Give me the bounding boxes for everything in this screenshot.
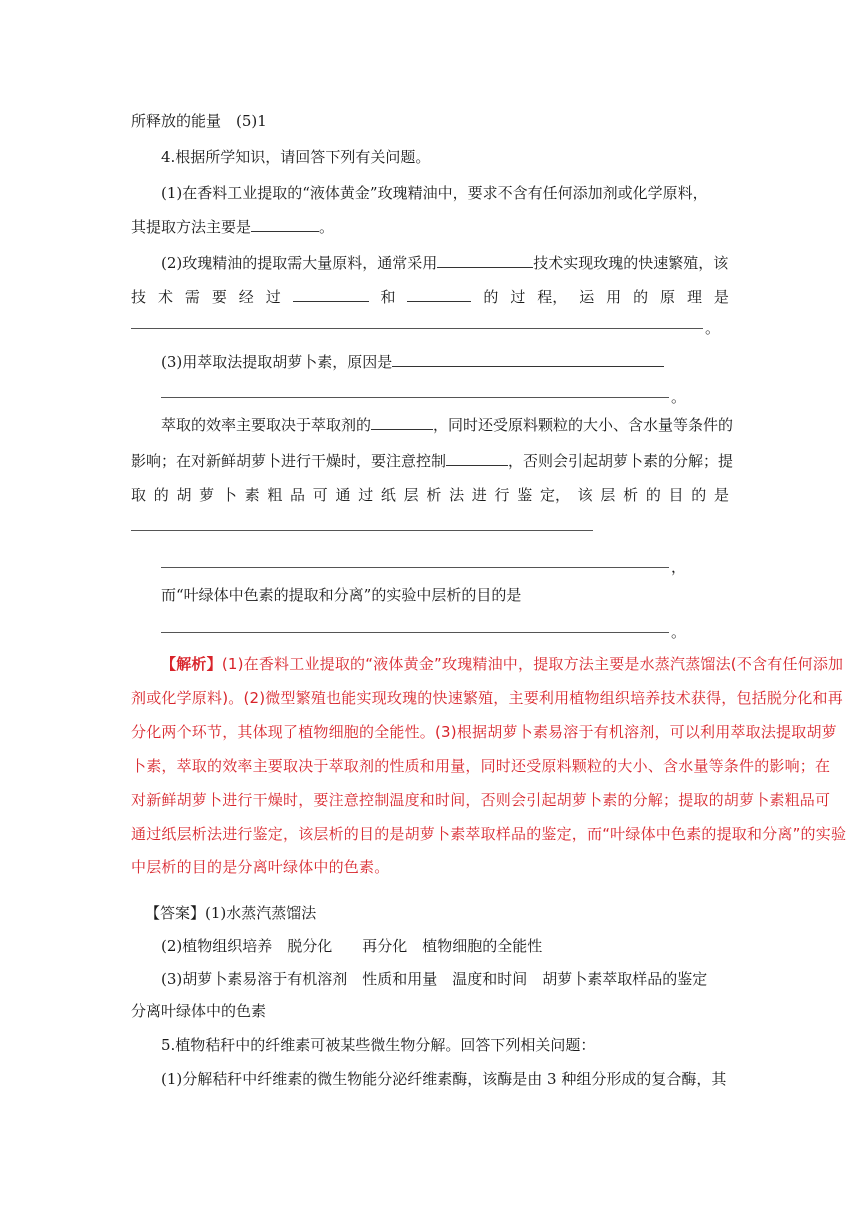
q4-part1-end: 。: [319, 218, 335, 236]
analysis-label: 【解析】: [161, 655, 222, 673]
answer-blank: [251, 217, 319, 232]
q4-part2-pre: (2)玫瑰精油的提取需大量原料，通常采用: [161, 254, 438, 272]
word: 要: [211, 288, 227, 306]
word: 行: [494, 486, 510, 504]
word: 层: [600, 486, 616, 504]
analysis-line-1: [161, 654, 843, 674]
word: 纸: [380, 486, 396, 504]
q4-part3-line1: [161, 352, 664, 372]
word: 的: [633, 288, 649, 306]
text: ，同时还受原料颗粒的大小、含水量等条件的: [433, 416, 734, 434]
q4-part3-end: 。: [671, 388, 687, 406]
q4-part2-line1: [161, 253, 728, 273]
word: 的: [691, 486, 707, 504]
word: 原: [660, 288, 676, 306]
word: 是: [713, 486, 729, 504]
answer-line-2: (2)植物组织培养 脱分化 再分化 植物细胞的全能性: [161, 937, 543, 955]
word: 的: [153, 486, 169, 504]
q4-part2-end: 。: [705, 319, 721, 337]
word: 素: [244, 486, 260, 504]
text: 影响；在对新鲜胡萝卜进行干燥时，要注意控制: [131, 452, 447, 470]
word: 通: [335, 486, 351, 504]
answer-line: [161, 397, 669, 398]
answer-blank: [407, 287, 471, 302]
analysis-line-5: 对新鲜胡萝卜进行干燥时，要注意控制温度和时间，否则会引起胡萝卜素的分解；提取的胡萝卜素粗品可: [131, 791, 831, 809]
word: 萝: [199, 486, 215, 504]
word: 进: [471, 486, 487, 504]
word: 需: [184, 288, 200, 306]
answer-blank: [437, 253, 533, 268]
answer-blank: [446, 451, 508, 466]
analysis-line-2: 剂或化学原料)。(2)微型繁殖也能实现玫瑰的快速繁殖，主要利用植物组织培养技术获得，包括脱分化和再: [131, 689, 843, 707]
word: 定，: [539, 486, 570, 504]
word: 胡: [176, 486, 192, 504]
q4-part1-line2: [131, 217, 334, 237]
q4-part2-post: 技术实现玫瑰的快速繁殖，该: [533, 254, 729, 272]
word: 程，: [537, 288, 568, 306]
word: 析: [623, 486, 639, 504]
analysis-line-3: 分化两个环节，其体现了植物细胞的全能性。(3)根据胡萝卜素易溶于有机溶剂，可以利用萃取法提取胡萝: [131, 723, 837, 741]
word: 法: [449, 486, 465, 504]
word: 是: [713, 288, 729, 306]
word: 层: [403, 486, 419, 504]
word: 和: [380, 288, 396, 306]
q5-part1-line1: (1)分解秸秆中纤维素的微生物能分泌纤维素酶，该酶是由 3 种组分形成的复合酶，其: [161, 1070, 727, 1088]
answer-line-1: 【答案】(1)水蒸汽蒸馏法: [145, 904, 317, 922]
word: 鉴: [517, 486, 533, 504]
word: 经: [238, 288, 254, 306]
q4-extract-end: ，: [671, 558, 687, 576]
text: ，否则会引起胡萝卜素的分解；提: [508, 452, 734, 470]
q4-part3-pre: (3)用萃取法提取胡萝卜素，原因是: [161, 353, 393, 371]
word: 该: [577, 486, 593, 504]
word: 用: [606, 288, 622, 306]
question-5-title: 5.植物秸秆中的纤维素可被某些微生物分解。回答下列相关问题：: [161, 1036, 596, 1054]
analysis-line-4: 卜素，萃取的效率主要取决于萃取剂的性质和用量，同时还受原料颗粒的大小、含水量等条件的影响；在: [131, 757, 831, 775]
analysis-line-6: 通过纸层析法进行鉴定，该层析的目的是胡萝卜素萃取样品的鉴定，而“叶绿体中色素的提取和分离”的实验: [131, 825, 847, 843]
word: 目: [668, 486, 684, 504]
word: 理: [686, 288, 702, 306]
word: 术: [157, 288, 173, 306]
analysis-line-7: 中层析的目的是分离叶绿体中的色素。: [131, 858, 390, 876]
answer-line: [131, 328, 703, 329]
line-prev-answer: 所释放的能量 (5)1: [131, 112, 267, 130]
q4-part2-line2: [131, 287, 729, 307]
analysis-text: (1)在香料工业提取的“液体黄金”玫瑰精油中，提取方法主要是水蒸汽蒸馏法(不含有任何添加: [221, 655, 844, 673]
word: 过: [265, 288, 281, 306]
q4-extract-line2: [131, 451, 733, 471]
q4-part5-end: 。: [671, 623, 687, 641]
answer-line-3: (3)胡萝卜素易溶于有机溶剂 性质和用量 温度和时间 胡萝卜素萃取样品的鉴定: [161, 970, 708, 988]
word: 可: [312, 486, 328, 504]
word: 取: [131, 486, 147, 504]
text: 萃取的效率主要取决于萃取剂的: [161, 416, 372, 434]
q4-extract-line1: [161, 415, 733, 435]
word: 卜: [221, 486, 237, 504]
word: 的: [645, 486, 661, 504]
word: 的: [483, 288, 499, 306]
word: 过: [510, 288, 526, 306]
answer-line: [161, 567, 669, 568]
answer-blank: [371, 415, 433, 430]
answer-line: [161, 632, 669, 633]
answer-blank: [392, 352, 664, 367]
q4-part5-line: 而“叶绿体中色素的提取和分离”的实验中层析的目的是: [161, 586, 522, 604]
word: 技: [131, 288, 147, 306]
answer-line: [131, 530, 593, 531]
word: 运: [579, 288, 595, 306]
q4-part1-line1: (1)在香料工业提取的“液体黄金”玫瑰精油中，要求不含有任何添加剂或化学原料，: [161, 184, 708, 202]
question-4-title: 4.根据所学知识，请回答下列有关问题。: [161, 148, 431, 166]
word: 品: [290, 486, 306, 504]
answer-line-4: 分离叶绿体中的色素: [131, 1002, 267, 1020]
word: 析: [426, 486, 442, 504]
q4-part1-text: 其提取方法主要是: [131, 218, 252, 236]
answer-blank: [293, 287, 369, 302]
word: 粗: [267, 486, 283, 504]
q4-extract-line3: [131, 485, 729, 505]
word: 过: [358, 486, 374, 504]
